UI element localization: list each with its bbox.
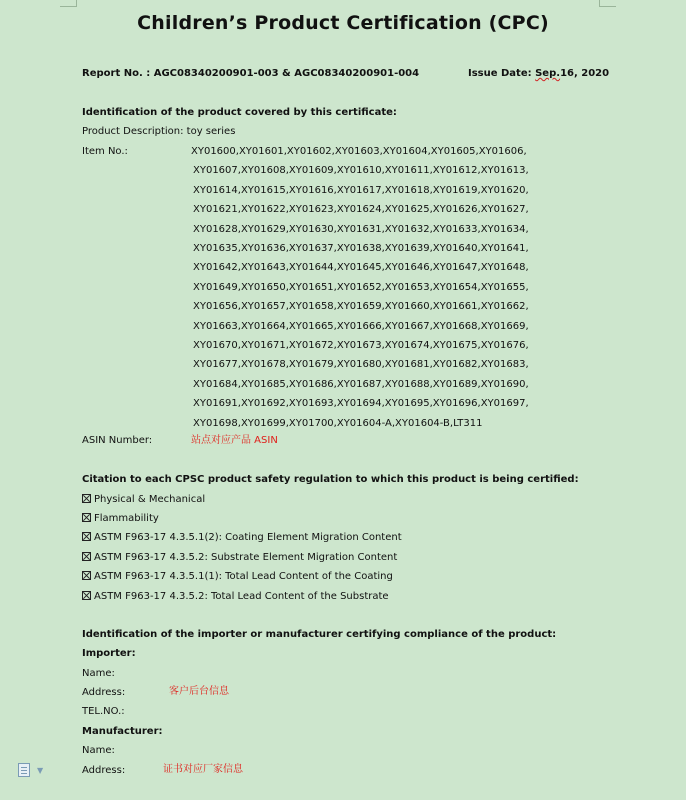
issue-label: Issue Date: bbox=[468, 68, 532, 79]
item-number-line: XY01663,XY01664,XY01665,XY01666,XY01667,XY01668,XY01669, bbox=[193, 321, 529, 332]
manufacturer-address-value: 证书对应厂家信息 bbox=[163, 764, 243, 775]
asin-label: ASIN Number: bbox=[82, 435, 153, 446]
citation-item[interactable]: ASTM F963-17 4.3.5.2: Substrate Element Migration Content bbox=[82, 551, 397, 565]
item-number-line: XY01614,XY01615,XY01616,XY01617,XY01618,XY01619,XY01620, bbox=[193, 185, 529, 196]
item-number-line: XY01656,XY01657,XY01658,XY01659,XY01660,XY01661,XY01662, bbox=[193, 301, 529, 312]
importer-address-value: 客户后台信息 bbox=[169, 686, 229, 697]
issue-date bbox=[468, 67, 609, 81]
item-number-line: XY01691,XY01692,XY01693,XY01694,XY01695,XY01696,XY01697, bbox=[193, 398, 529, 409]
manufacturer-name-label: Name: bbox=[82, 745, 115, 756]
item-number-line: XY01607,XY01608,XY01609,XY01610,XY01611,XY01612,XY01613, bbox=[193, 165, 529, 176]
citation-item[interactable]: ASTM F963-17 4.3.5.1(1): Total Lead Content of the Coating bbox=[82, 570, 393, 584]
importer-label: Importer: bbox=[82, 648, 136, 659]
citation-item[interactable]: Physical & Mechanical bbox=[82, 493, 205, 507]
item-number-line: XY01670,XY01671,XY01672,XY01673,XY01674,XY01675,XY01676, bbox=[193, 340, 529, 351]
asin-value: 站点对应产品 ASIN bbox=[191, 435, 278, 446]
checked-box-icon[interactable] bbox=[82, 532, 91, 541]
importer-address-label: Address: bbox=[82, 687, 126, 698]
importer-tel-label: TEL.NO.: bbox=[82, 706, 125, 717]
item-number-line: XY01642,XY01643,XY01644,XY01645,XY01646,XY01647,XY01648, bbox=[193, 262, 529, 273]
page-corner-mark bbox=[60, 0, 77, 7]
page-corner-mark bbox=[599, 0, 616, 7]
item-number-line: XY01684,XY01685,XY01686,XY01687,XY01688,XY01689,XY01690, bbox=[193, 379, 529, 390]
citation-item[interactable]: ASTM F963-17 4.3.5.1(2): Coating Element Migration Content bbox=[82, 531, 402, 545]
manufacturer-label: Manufacturer: bbox=[82, 726, 163, 737]
report-value: AGC08340200901-003 & AGC08340200901-004 bbox=[153, 68, 420, 79]
item-number-line: XY01677,XY01678,XY01679,XY01680,XY01681,XY01682,XY01683, bbox=[193, 359, 529, 370]
issue-month: Sep. bbox=[535, 68, 561, 79]
document-icon[interactable] bbox=[18, 763, 30, 777]
item-number-line: XY01649,XY01650,XY01651,XY01652,XY01653,XY01654,XY01655, bbox=[193, 282, 529, 293]
parties-heading: Identification of the importer or manufacturer certifying compliance of the product: bbox=[82, 629, 557, 640]
checked-box-icon[interactable] bbox=[82, 513, 91, 522]
report-number bbox=[82, 67, 419, 81]
item-number-line: XY01621,XY01622,XY01623,XY01624,XY01625,XY01626,XY01627, bbox=[193, 204, 529, 215]
chevron-down-icon[interactable]: ▼ bbox=[37, 766, 44, 775]
checked-box-icon[interactable] bbox=[82, 494, 91, 503]
citation-heading: Citation to each CPSC product safety regulation to which this product is being certified: bbox=[82, 474, 579, 485]
checked-box-icon[interactable] bbox=[82, 571, 91, 580]
item-label: Item No.: bbox=[82, 146, 128, 157]
item-number-line: XY01628,XY01629,XY01630,XY01631,XY01632,XY01633,XY01634, bbox=[193, 224, 529, 235]
issue-day-year: 16, 2020 bbox=[560, 68, 610, 79]
importer-name-label: Name: bbox=[82, 668, 115, 679]
checked-box-icon[interactable] bbox=[82, 591, 91, 600]
citation-item[interactable]: ASTM F963-17 4.3.5.2: Total Lead Content of the Substrate bbox=[82, 590, 389, 604]
citation-item[interactable]: Flammability bbox=[82, 512, 159, 526]
item-number-line: XY01600,XY01601,XY01602,XY01603,XY01604,XY01605,XY01606, bbox=[191, 146, 527, 157]
item-number-line: XY01635,XY01636,XY01637,XY01638,XY01639,XY01640,XY01641, bbox=[193, 243, 529, 254]
report-label: Report No. : bbox=[82, 68, 151, 79]
document-title: Children’s Product Certification (CPC) bbox=[137, 12, 549, 34]
checked-box-icon[interactable] bbox=[82, 552, 91, 561]
manufacturer-address-label: Address: bbox=[82, 765, 126, 776]
product-description: Product Description: toy series bbox=[82, 126, 236, 137]
item-number-line: XY01698,XY01699,XY01700,XY01604-A,XY01604-B,LT311 bbox=[193, 418, 483, 429]
product-heading: Identification of the product covered by this certificate: bbox=[82, 107, 397, 118]
